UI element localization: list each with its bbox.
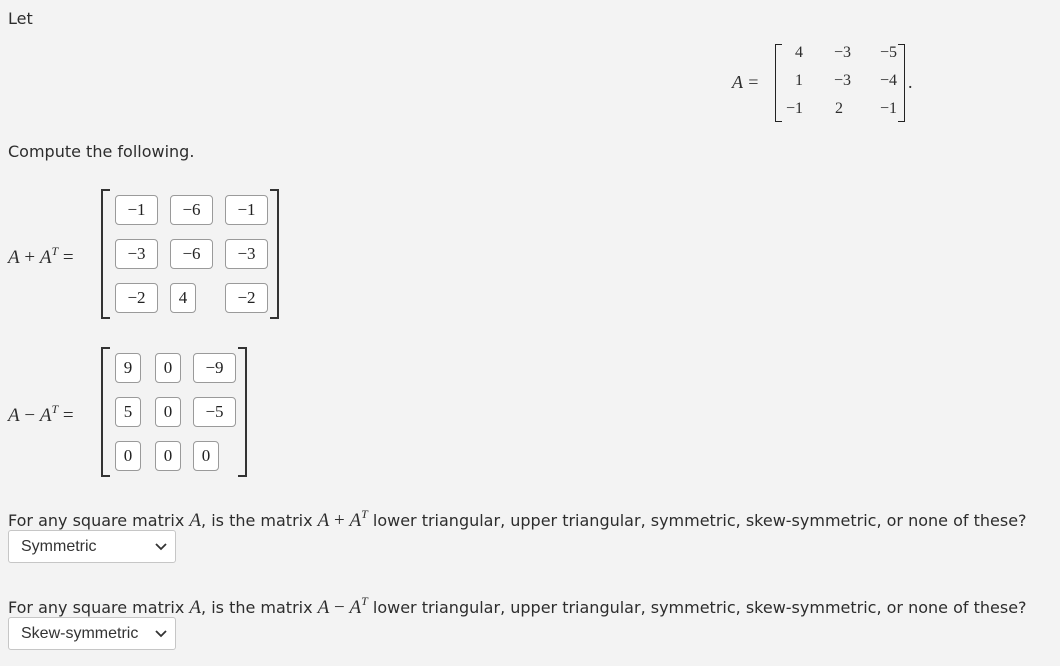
- given-cell: −3: [833, 72, 851, 89]
- diff-entry-input[interactable]: 0: [193, 441, 219, 471]
- question-2-select[interactable]: [8, 617, 176, 650]
- sum-right-bracket: [270, 189, 279, 319]
- instruction-text: Compute the following.: [8, 142, 195, 161]
- diff-entry-input[interactable]: 9: [115, 353, 141, 383]
- chevron-down-icon: [155, 630, 167, 638]
- sum-entry-input[interactable]: −2: [115, 283, 158, 313]
- given-label: A =: [732, 72, 760, 92]
- chevron-down-icon: [155, 543, 167, 551]
- given-cell: −5: [879, 44, 897, 61]
- given-end-punct: .: [908, 72, 913, 92]
- intro-text: Let: [8, 9, 33, 28]
- sum-entry-input[interactable]: −1: [225, 195, 268, 225]
- given-matrix: [775, 44, 905, 122]
- given-cell: −1: [879, 100, 897, 117]
- given-cell: 1: [795, 72, 803, 89]
- given-cell: −1: [785, 100, 803, 117]
- given-cell: 2: [835, 100, 843, 117]
- diff-entry-input[interactable]: −5: [193, 397, 236, 427]
- sum-entry-input[interactable]: 4: [170, 283, 196, 313]
- given-cell: 4: [795, 44, 803, 61]
- sum-entry-input[interactable]: −6: [170, 195, 213, 225]
- question-1-select[interactable]: [8, 530, 176, 563]
- sum-entry-input[interactable]: −2: [225, 283, 268, 313]
- sum-entry-input[interactable]: −3: [115, 239, 158, 269]
- sum-label: $A + A^T$ =: [8, 244, 74, 268]
- question-1-text: For any square matrix A, is the matrix $A + A^T$ lower triangular, upper triangular, symmetric, skew-symmetric, or none of these?: [8, 507, 1027, 531]
- diff-entry-input[interactable]: 0: [115, 441, 141, 471]
- diff-entry-input[interactable]: 0: [155, 397, 181, 427]
- given-cell: −3: [833, 44, 851, 61]
- diff-right-bracket: [238, 347, 247, 477]
- diff-left-bracket: [101, 347, 110, 477]
- sum-entry-input[interactable]: −3: [225, 239, 268, 269]
- diff-entry-input[interactable]: 5: [115, 397, 141, 427]
- given-matrix-label: [732, 72, 759, 93]
- sum-entry-input[interactable]: −6: [170, 239, 213, 269]
- question-1-selected-value: Symmetric: [21, 537, 97, 555]
- diff-entry-input[interactable]: −9: [193, 353, 236, 383]
- question-2-selected-value: Skew-symmetric: [21, 624, 139, 642]
- question-2-text: For any square matrix A, is the matrix $A - A^T$ lower triangular, upper triangular, symmetric, skew-symmetric, or none of these?: [8, 594, 1027, 618]
- sum-entry-input[interactable]: −1: [115, 195, 158, 225]
- right-bracket: [898, 44, 905, 122]
- diff-entry-input[interactable]: 0: [155, 441, 181, 471]
- given-cell: −4: [879, 72, 897, 89]
- diff-label: $A - A^T$ =: [8, 402, 74, 426]
- diff-entry-input[interactable]: 0: [155, 353, 181, 383]
- sum-left-bracket: [101, 189, 110, 319]
